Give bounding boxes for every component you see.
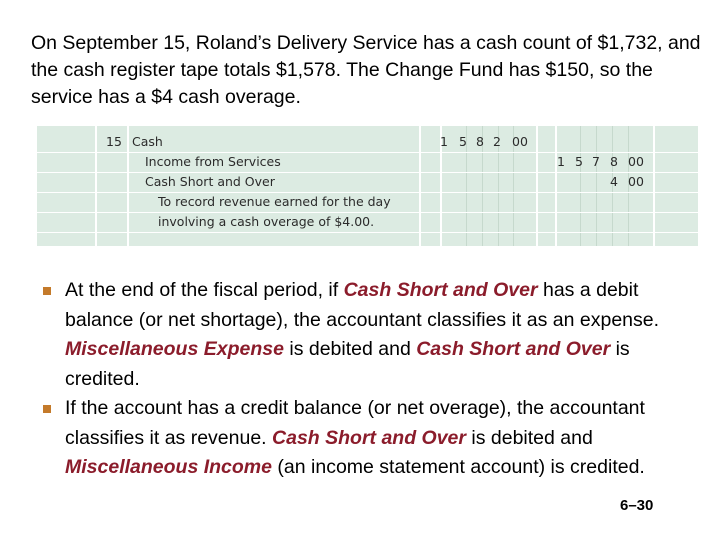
bullet-text: is credited.: [65, 338, 630, 390]
column-divider: [95, 126, 97, 246]
slide-number: 6–30: [620, 497, 654, 514]
bullet-list: [43, 276, 693, 483]
bullet-item-debit-balance: [43, 276, 693, 394]
row-divider: [37, 232, 698, 233]
square-bullet-icon: [43, 405, 51, 413]
debit-cents: 00: [512, 134, 528, 149]
account-name-emphasis: Cash Short and Over: [343, 279, 538, 301]
column-divider: [555, 126, 557, 246]
debit-digit: 5: [459, 134, 467, 149]
bullet-text: (an income statement account) is credited.: [272, 456, 645, 478]
credit-digit: 5: [575, 154, 583, 169]
bullet-text: is debited and: [465, 426, 593, 449]
account-name-emphasis: Cash Short and Over: [272, 426, 466, 449]
account-name-emphasis: Cash Short and Over: [416, 338, 611, 360]
credit-digit: 7: [592, 154, 600, 169]
digit-divider: [580, 126, 581, 246]
credit-digit: 1: [557, 154, 565, 169]
journal-account-cash: Cash: [132, 134, 163, 149]
column-divider: [536, 126, 538, 246]
bullet-text: is debited and: [283, 338, 417, 360]
journal-explanation-line-2: involving a cash overage of $4.00.: [158, 214, 375, 229]
intro-paragraph: On September 15, Roland’s Delivery Service has a cash count of $1,732, and the cash register tape totals $1,578. The Change Fund has $150, so the service has a $4 cash overage.: [31, 32, 701, 108]
column-divider: [653, 126, 655, 246]
debit-digit: 2: [493, 134, 501, 149]
journal-account-income: Income from Services: [145, 154, 281, 169]
column-divider: [127, 126, 129, 246]
bullet-text: At the end of the fiscal period, if: [65, 279, 344, 301]
bullet-text: If the account has a credit balance (or net overage), the accountant classifies it as revenue.: [65, 397, 645, 449]
journal-account-cash-short-over: Cash Short and Over: [145, 174, 275, 189]
square-bullet-icon: [43, 287, 51, 295]
digit-divider: [596, 126, 597, 246]
bullet-item-credit-balance: [43, 394, 693, 483]
journal-entry-table: [37, 126, 698, 246]
account-name-emphasis: Miscellaneous Expense: [65, 338, 284, 360]
journal-explanation-line-1: To record revenue earned for the day: [158, 194, 391, 209]
row-divider: [37, 172, 698, 173]
bullet-text: has a debit balance (or net shortage), the accountant classifies it as an expense.: [65, 279, 660, 331]
debit-digit: 8: [476, 134, 484, 149]
journal-date: 15: [106, 134, 122, 149]
credit-digit: 4: [610, 174, 618, 189]
credit-cents: 00: [628, 174, 644, 189]
account-name-emphasis: Miscellaneous Income: [65, 456, 272, 478]
column-divider: [419, 126, 421, 246]
debit-digit: 1: [440, 134, 448, 149]
credit-digit: 8: [610, 154, 618, 169]
credit-cents: 00: [628, 154, 644, 169]
